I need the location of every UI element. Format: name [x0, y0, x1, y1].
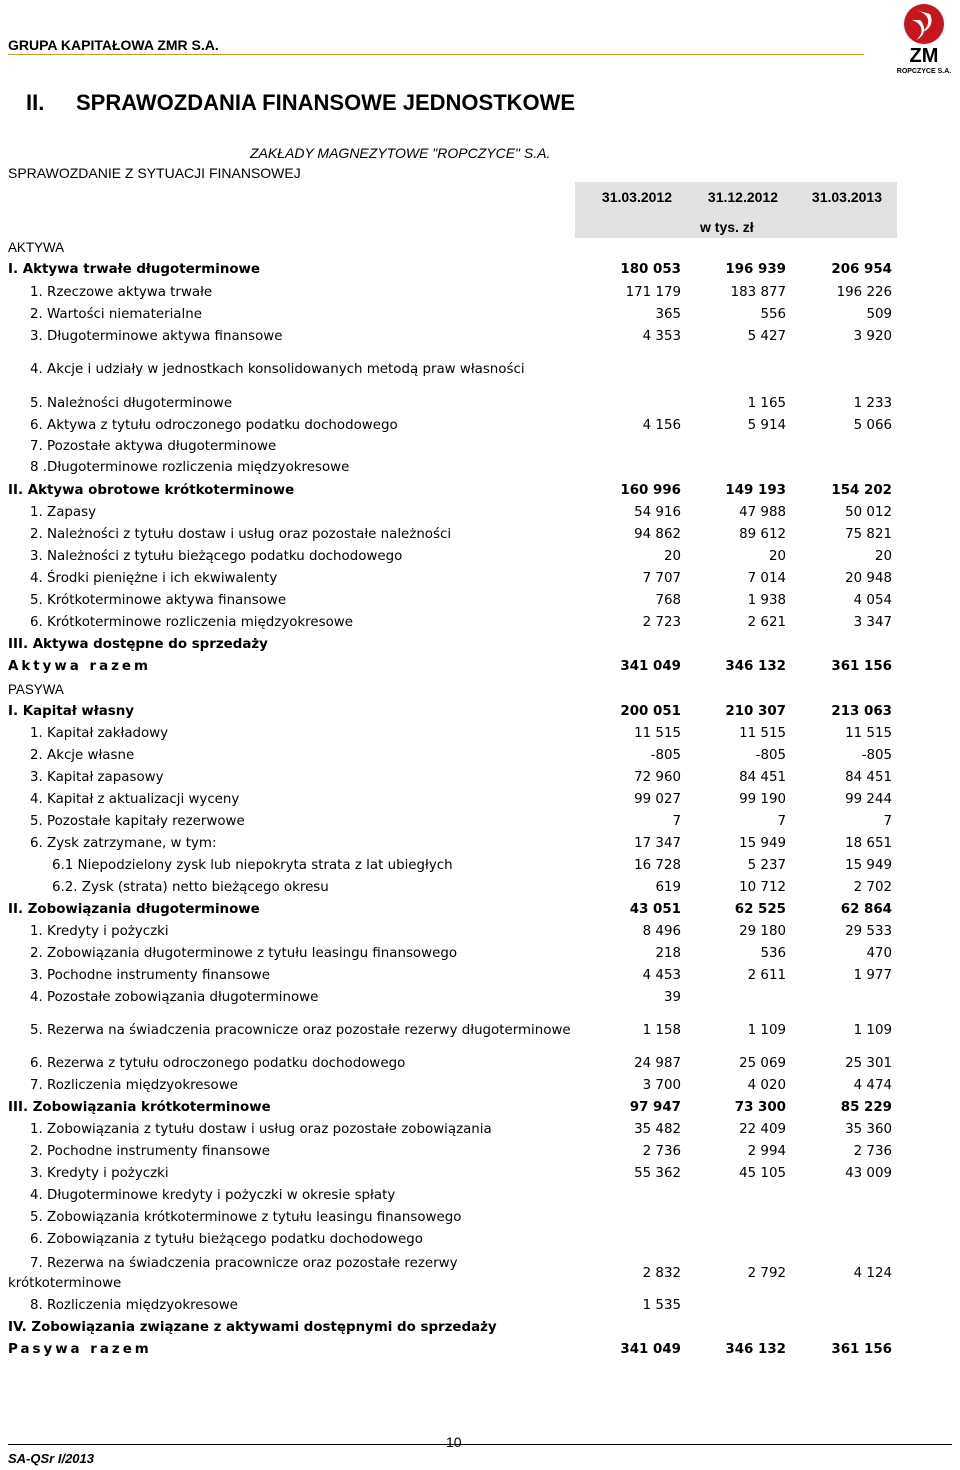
- row-label: II. Zobowiązania długoterminowe: [8, 902, 260, 917]
- row-label: IV. Zobowiązania związane z aktywami dostępnymi do sprzedaży: [8, 1320, 497, 1335]
- table-row: [0, 593, 900, 615]
- row-value-col2: 536: [760, 946, 786, 961]
- row-label: 3. Długoterminowe aktywa finansowe: [30, 329, 283, 344]
- table-row: [0, 968, 900, 990]
- footer-divider: [8, 1444, 952, 1445]
- row-label: 4. Długoterminowe kredyty i pożyczki w okresie spłaty: [30, 1188, 396, 1203]
- table-row: [0, 329, 900, 351]
- table-row: [0, 770, 900, 792]
- table-row: [0, 924, 900, 946]
- row-value-col1: 218: [655, 946, 681, 961]
- table-row: [0, 1232, 900, 1254]
- row-value-col1: 2 736: [642, 1144, 681, 1159]
- table-row: [0, 571, 900, 593]
- row-label-continued: krótkoterminowe: [8, 1276, 122, 1291]
- row-value-col3: 1 233: [853, 396, 892, 411]
- row-value-col1: 768: [655, 593, 681, 608]
- row-value-col3: 35 360: [845, 1122, 892, 1137]
- table-row: [0, 946, 900, 968]
- row-value-col1: 39: [663, 990, 681, 1005]
- row-value-col1: 171 179: [625, 285, 681, 300]
- row-value-col1: 7 707: [642, 571, 681, 586]
- row-label: 1. Kredyty i pożyczki: [30, 924, 169, 939]
- row-value-col2: 2 621: [747, 615, 786, 630]
- row-label: I. Aktywa trwałe długoterminowe: [8, 262, 261, 277]
- row-value-col1: 72 960: [634, 770, 681, 785]
- row-value-col3: 1 977: [853, 968, 892, 983]
- row-label: 7. Rezerwa na świadczenia pracownicze oraz pozostałe rezerwy: [30, 1256, 458, 1271]
- row-value-col1: 55 362: [634, 1166, 681, 1181]
- table-row: [0, 549, 900, 571]
- row-value-col3: 1 109: [853, 1023, 892, 1038]
- row-value-col3: 15 949: [845, 858, 892, 873]
- row-value-col2: 73 300: [734, 1100, 786, 1115]
- row-label: 5. Zobowiązania krótkoterminowe z tytułu leasingu finansowego: [30, 1210, 462, 1225]
- table-row: [0, 1256, 900, 1291]
- row-value-col1: 54 916: [634, 505, 681, 520]
- table-row: [0, 990, 900, 1012]
- group-name: GRUPA KAPITAŁOWA ZMR S.A.: [8, 37, 219, 53]
- table-row: [0, 880, 900, 902]
- row-label: 5. Krótkoterminowe aktywa finansowe: [30, 593, 287, 608]
- row-value-col1: 1 158: [642, 1023, 681, 1038]
- section-number: II.: [26, 90, 45, 115]
- row-label: 3. Kapitał zapasowy: [30, 770, 164, 785]
- row-value-col2: 196 939: [725, 262, 786, 277]
- row-value-col1: 7: [672, 814, 681, 829]
- row-value-col2: 346 132: [725, 1342, 786, 1357]
- row-value-col3: 20 948: [845, 571, 892, 586]
- row-label: 2. Należności z tytułu dostaw i usług oraz pozostałe należności: [30, 527, 452, 542]
- row-value-col2: -805: [755, 748, 786, 763]
- row-value-col1: 341 049: [620, 659, 681, 674]
- table-row: [0, 1188, 900, 1210]
- table-row: [0, 704, 900, 726]
- table-row: [0, 1320, 900, 1342]
- row-value-col3: 84 451: [845, 770, 892, 785]
- row-label: 2. Wartości niematerialne: [30, 307, 202, 322]
- table-row: [0, 1166, 900, 1188]
- row-value-col3: 3 347: [853, 615, 892, 630]
- row-value-col2: 7: [777, 814, 786, 829]
- logo-emblem-icon: [896, 2, 952, 76]
- row-label: AKTYWA: [8, 240, 65, 255]
- table-row: [0, 1298, 900, 1320]
- row-value-col3: 509: [866, 307, 892, 322]
- row-value-col3: 75 821: [845, 527, 892, 542]
- row-value-col3: 18 651: [845, 836, 892, 851]
- table-row: [0, 1210, 900, 1232]
- table-row: [0, 792, 900, 814]
- row-value-col3: 5 066: [853, 418, 892, 433]
- table-row: [0, 307, 900, 329]
- row-value-col2: 99 190: [739, 792, 786, 807]
- row-label: 6. Aktywa z tytułu odroczonego podatku dochodowego: [30, 418, 398, 433]
- row-value-col1: 2 723: [642, 615, 681, 630]
- table-row: [0, 1144, 900, 1166]
- row-label: 7. Pozostałe aktywa długoterminowe: [30, 439, 277, 454]
- row-value-col1: 99 027: [634, 792, 681, 807]
- row-value-col2: 149 193: [725, 483, 786, 498]
- row-value-col1: 2 832: [642, 1266, 681, 1281]
- row-label: 3. Pochodne instrumenty finansowe: [30, 968, 270, 983]
- row-value-col1: 4 156: [642, 418, 681, 433]
- logo-subtext: ROPCZYCE S.A.: [896, 68, 952, 75]
- unit-label: w tys. zł: [700, 219, 754, 235]
- row-value-col1: 20: [663, 549, 681, 564]
- row-value-col2: 5 427: [747, 329, 786, 344]
- row-value-col1: 94 862: [634, 527, 681, 542]
- table-row: [0, 285, 900, 307]
- row-label: 4. Pozostałe zobowiązania długoterminowe: [30, 990, 319, 1005]
- row-value-col3: 213 063: [831, 704, 892, 719]
- row-value-col3: 2 702: [853, 880, 892, 895]
- row-value-col3: 154 202: [831, 483, 892, 498]
- column-header-2013-q1: 31.03.2013: [811, 189, 882, 205]
- row-value-col2: 89 612: [739, 527, 786, 542]
- row-value-col2: 22 409: [739, 1122, 786, 1137]
- table-row: [0, 439, 900, 461]
- table-row: [0, 396, 900, 418]
- row-value-col1: 43 051: [629, 902, 681, 917]
- table-row: [0, 1342, 900, 1364]
- row-value-col2: 4 020: [747, 1078, 786, 1093]
- row-value-col1: 11 515: [634, 726, 681, 741]
- table-row: [0, 505, 900, 527]
- row-value-col3: 2 736: [853, 1144, 892, 1159]
- row-label: II. Aktywa obrotowe krótkoterminowe: [8, 483, 295, 498]
- row-label: Aktywa razem: [8, 659, 151, 674]
- row-label: 1. Kapitał zakładowy: [30, 726, 169, 741]
- row-value-col2: 15 949: [739, 836, 786, 851]
- row-label: 8. Rozliczenia międzyokresowe: [30, 1298, 238, 1313]
- row-label: 6. Krótkoterminowe rozliczenia międzyokresowe: [30, 615, 353, 630]
- table-row: [0, 615, 900, 637]
- section-title: [26, 90, 575, 116]
- row-value-col2: 183 877: [730, 285, 786, 300]
- row-value-col1: 4 453: [642, 968, 681, 983]
- row-label: III. Aktywa dostępne do sprzedaży: [8, 637, 268, 652]
- row-label: 2. Akcje własne: [30, 748, 135, 763]
- row-value-col2: 2 994: [747, 1144, 786, 1159]
- row-value-col2: 20: [768, 549, 786, 564]
- row-label: Pasywa razem: [8, 1342, 152, 1357]
- row-value-col3: 62 864: [840, 902, 892, 917]
- table-row: [0, 814, 900, 836]
- table-row: [0, 240, 900, 262]
- row-label: 5. Pozostałe kapitały rezerwowe: [30, 814, 245, 829]
- company-logo: [896, 2, 952, 76]
- row-label: 4. Kapitał z aktualizacji wyceny: [30, 792, 240, 807]
- statement-title: SPRAWOZDANIE Z SYTUACJI FINANSOWEJ: [8, 165, 301, 181]
- row-value-col1: 97 947: [629, 1100, 681, 1115]
- row-value-col2: 2 611: [747, 968, 786, 983]
- logo-text: ZM: [909, 45, 939, 67]
- table-row: [0, 1023, 900, 1045]
- page-number: 10: [446, 1434, 462, 1450]
- row-value-col2: 5 237: [747, 858, 786, 873]
- row-label: 6. Zysk zatrzymane, w tym:: [30, 836, 217, 851]
- table-row: [0, 483, 900, 505]
- row-label: 1. Rzeczowe aktywa trwałe: [30, 285, 213, 300]
- table-row: [0, 682, 900, 704]
- row-value-col3: 43 009: [845, 1166, 892, 1181]
- row-value-col1: 619: [655, 880, 681, 895]
- company-name: ZAKŁADY MAGNEZYTOWE "ROPCZYCE" S.A.: [250, 145, 551, 161]
- table-row: [0, 659, 900, 681]
- row-value-col3: 4 474: [853, 1078, 892, 1093]
- table-row: [0, 418, 900, 440]
- column-header-2012-q1: 31.03.2012: [601, 189, 672, 205]
- row-value-col3: 7: [883, 814, 892, 829]
- row-value-col3: 196 226: [836, 285, 892, 300]
- row-value-col3: 4 124: [853, 1266, 892, 1281]
- row-label: 6.2. Zysk (strata) netto bieżącego okresu: [52, 880, 329, 895]
- table-row: [0, 858, 900, 880]
- row-label: PASYWA: [8, 682, 64, 697]
- table-row: [0, 902, 900, 924]
- row-value-col3: 29 533: [845, 924, 892, 939]
- row-value-col1: 4 353: [642, 329, 681, 344]
- table-row: [0, 748, 900, 770]
- row-value-col3: 3 920: [853, 329, 892, 344]
- row-value-col1: 17 347: [634, 836, 681, 851]
- row-value-col1: 365: [655, 307, 681, 322]
- row-label: 2. Zobowiązania długoterminowe z tytułu leasingu finansowego: [30, 946, 458, 961]
- row-value-col3: 361 156: [831, 1342, 892, 1357]
- row-value-col2: 1 938: [747, 593, 786, 608]
- row-value-col2: 556: [760, 307, 786, 322]
- table-row: [0, 362, 900, 384]
- table-row: [0, 460, 900, 482]
- row-value-col2: 7 014: [747, 571, 786, 586]
- table-row: [0, 726, 900, 748]
- row-value-col1: 35 482: [634, 1122, 681, 1137]
- row-value-col2: 10 712: [739, 880, 786, 895]
- row-value-col3: 50 012: [845, 505, 892, 520]
- row-value-col3: 20: [874, 549, 892, 564]
- row-value-col3: 25 301: [845, 1056, 892, 1071]
- row-value-col1: 3 700: [642, 1078, 681, 1093]
- row-value-col2: 1 109: [747, 1023, 786, 1038]
- row-value-col3: 85 229: [840, 1100, 892, 1115]
- table-row: [0, 262, 900, 284]
- row-label: III. Zobowiązania krótkoterminowe: [8, 1100, 271, 1115]
- row-value-col3: 206 954: [831, 262, 892, 277]
- row-label: 8 .Długoterminowe rozliczenia międzyokresowe: [30, 460, 350, 475]
- row-value-col2: 25 069: [739, 1056, 786, 1071]
- row-value-col2: 346 132: [725, 659, 786, 674]
- row-value-col3: -805: [861, 748, 892, 763]
- row-value-col2: 45 105: [739, 1166, 786, 1181]
- table-row: [0, 1056, 900, 1078]
- row-value-col2: 29 180: [739, 924, 786, 939]
- row-value-col1: 341 049: [620, 1342, 681, 1357]
- row-label: 4. Środki pieniężne i ich ekwiwalenty: [30, 571, 278, 586]
- row-value-col2: 62 525: [734, 902, 786, 917]
- row-label: I. Kapitał własny: [8, 704, 134, 719]
- row-label: 6. Rezerwa z tytułu odroczonego podatku dochodowego: [30, 1056, 406, 1071]
- row-value-col1: 160 996: [620, 483, 681, 498]
- row-label: 1. Zapasy: [30, 505, 97, 520]
- row-value-col3: 11 515: [845, 726, 892, 741]
- row-value-col2: 210 307: [725, 704, 786, 719]
- row-value-col1: -805: [650, 748, 681, 763]
- row-value-col3: 4 054: [853, 593, 892, 608]
- row-value-col1: 24 987: [634, 1056, 681, 1071]
- row-label: 6.1 Niepodzielony zysk lub niepokryta strata z lat ubiegłych: [52, 858, 453, 873]
- row-value-col2: 47 988: [739, 505, 786, 520]
- row-label: 3. Kredyty i pożyczki: [30, 1166, 169, 1181]
- row-value-col2: 11 515: [739, 726, 786, 741]
- row-value-col1: 180 053: [620, 262, 681, 277]
- row-value-col1: 8 496: [642, 924, 681, 939]
- table-row: [0, 1078, 900, 1100]
- row-label: 1. Zobowiązania z tytułu dostaw i usług oraz pozostałe zobowiązania: [30, 1122, 492, 1137]
- table-row: [0, 1100, 900, 1122]
- row-label: 3. Należności z tytułu bieżącego podatku dochodowego: [30, 549, 403, 564]
- row-value-col3: 361 156: [831, 659, 892, 674]
- header-divider: [8, 54, 864, 55]
- row-label: 4. Akcje i udziały w jednostkach konsolidowanych metodą praw własności: [30, 362, 525, 377]
- row-value-col3: 470: [866, 946, 892, 961]
- row-value-col2: 5 914: [747, 418, 786, 433]
- row-value-col1: 200 051: [620, 704, 681, 719]
- row-value-col3: 99 244: [845, 792, 892, 807]
- column-header-2012-end: 31.12.2012: [707, 189, 778, 205]
- row-label: 2. Pochodne instrumenty finansowe: [30, 1144, 270, 1159]
- row-label: 6. Zobowiązania z tytułu bieżącego podatku dochodowego: [30, 1232, 423, 1247]
- table-row: [0, 1122, 900, 1144]
- report-code: SA-QSr I/2013: [8, 1451, 94, 1466]
- row-value-col1: 16 728: [634, 858, 681, 873]
- table-row: [0, 637, 900, 659]
- table-row: [0, 527, 900, 549]
- row-label: 5. Należności długoterminowe: [30, 396, 233, 411]
- table-row: [0, 836, 900, 858]
- section-title-text: SPRAWOZDANIA FINANSOWE JEDNOSTKOWE: [76, 90, 576, 115]
- row-value-col2: 2 792: [747, 1266, 786, 1281]
- row-label: 7. Rozliczenia międzyokresowe: [30, 1078, 238, 1093]
- row-value-col2: 84 451: [739, 770, 786, 785]
- row-label: 5. Rezerwa na świadczenia pracownicze oraz pozostałe rezerwy długoterminowe: [30, 1023, 571, 1038]
- row-value-col1: 1 535: [642, 1298, 681, 1313]
- row-value-col2: 1 165: [747, 396, 786, 411]
